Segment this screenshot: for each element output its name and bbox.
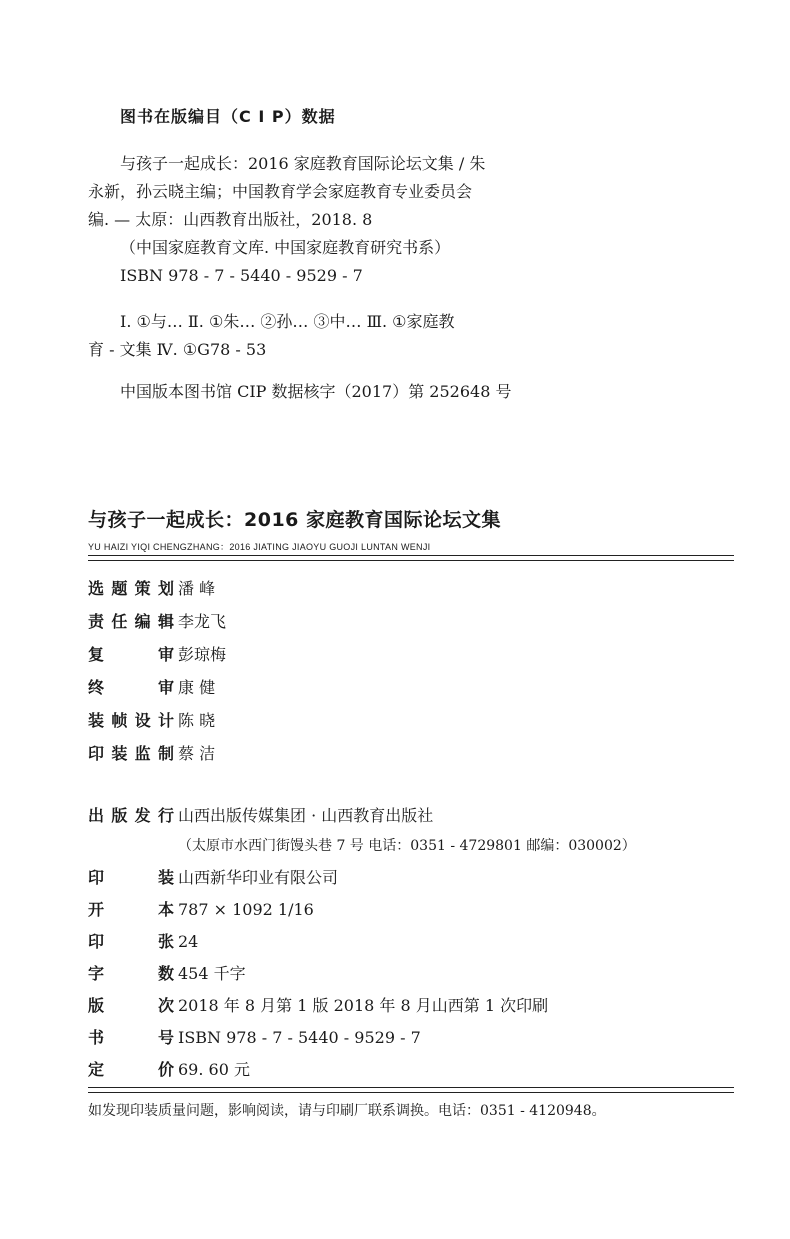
book-pinyin-title: YU HAIZI YIQI CHENGZHANG：2016 JIATING JIAOYU GUOJI LUNTAN WENJI bbox=[88, 542, 431, 552]
cip-subject-line: Ⅰ. ①与… Ⅱ. ①朱… ②孙… ③中… Ⅲ. ①家庭教 bbox=[120, 312, 455, 331]
detail-value: 787 × 1092 1/16 bbox=[178, 900, 314, 919]
detail-row bbox=[88, 1025, 636, 1057]
detail-label: 开 本 bbox=[88, 900, 174, 919]
detail-label: 印 张 bbox=[88, 932, 174, 951]
publisher-label: 出 版 发 行 bbox=[88, 806, 174, 825]
publisher-value: 山西出版传媒集团 · 山西教育出版社 bbox=[178, 806, 434, 825]
detail-label: 书 号 bbox=[88, 1028, 174, 1047]
cip-line: 与孩子一起成长：2016 家庭教育国际论坛文集 / 朱 bbox=[120, 154, 486, 173]
detail-row bbox=[88, 961, 636, 993]
detail-row bbox=[88, 865, 636, 897]
staff-label: 装 帧 设 计 bbox=[88, 711, 174, 730]
staff-value: 潘 峰 bbox=[178, 579, 216, 598]
detail-row bbox=[88, 993, 636, 1025]
cip-subject-line: 育 - 文集 Ⅳ. ①G78 - 53 bbox=[88, 340, 267, 359]
cip-line: 编. — 太原：山西教育出版社，2018. 8 bbox=[88, 210, 373, 229]
detail-label: 印 装 bbox=[88, 868, 174, 887]
detail-row bbox=[88, 1057, 636, 1089]
staff-row bbox=[88, 642, 226, 675]
staff-value: 康 健 bbox=[178, 678, 216, 697]
detail-value: 454 千字 bbox=[178, 964, 246, 983]
publisher-row bbox=[88, 803, 636, 835]
staff-value: 彭琼梅 bbox=[178, 645, 227, 664]
staff-label: 终 审 bbox=[88, 678, 174, 697]
staff-label: 选 题 策 划 bbox=[88, 579, 174, 598]
staff-value: 陈 晓 bbox=[178, 711, 216, 730]
cip-line: 永新，孙云晓主编；中国教育学会家庭教育专业委员会 bbox=[88, 182, 473, 201]
cip-isbn-line: ISBN 978 - 7 - 5440 - 9529 - 7 bbox=[120, 266, 363, 285]
detail-label: 定 价 bbox=[88, 1060, 174, 1079]
publisher-address: （太原市水西门街馒头巷 7 号 电话：0351 - 4729801 邮编：030002） bbox=[178, 838, 636, 854]
publication-details bbox=[88, 803, 636, 1089]
cip-library-note: 中国版本图书馆 CIP 数据核字（2017）第 252648 号 bbox=[120, 382, 512, 401]
staff-row bbox=[88, 741, 226, 774]
detail-value: 24 bbox=[178, 932, 199, 951]
detail-value: ISBN 978 - 7 - 5440 - 9529 - 7 bbox=[178, 1028, 421, 1047]
detail-label: 字 数 bbox=[88, 964, 174, 983]
detail-value: 2018 年 8 月第 1 版 2018 年 8 月山西第 1 次印刷 bbox=[178, 996, 549, 1015]
detail-row bbox=[88, 897, 636, 929]
staff-row bbox=[88, 675, 226, 708]
detail-row bbox=[88, 929, 636, 961]
cip-line: （中国家庭教育文库. 中国家庭教育研究书系） bbox=[120, 238, 451, 257]
staff-row bbox=[88, 576, 226, 609]
detail-value: 山西新华印业有限公司 bbox=[178, 868, 339, 887]
staff-label: 复 审 bbox=[88, 645, 174, 664]
quality-notice: 如发现印装质量问题，影响阅读，请与印刷厂联系调换。电话：0351 - 4120948。 bbox=[88, 1103, 606, 1119]
divider bbox=[88, 555, 734, 561]
staff-label: 印 装 监 制 bbox=[88, 744, 174, 763]
staff-label: 责 任 编 辑 bbox=[88, 612, 174, 631]
cip-record bbox=[88, 150, 648, 406]
detail-label: 版 次 bbox=[88, 996, 174, 1015]
staff-row bbox=[88, 609, 226, 642]
cip-heading: 图书在版编目（C I P）数据 bbox=[120, 107, 336, 126]
book-title: 与孩子一起成长：2016 家庭教育国际论坛文集 bbox=[88, 509, 501, 531]
detail-value: 69. 60 元 bbox=[178, 1060, 250, 1079]
staff-row bbox=[88, 708, 226, 741]
divider bbox=[88, 1087, 734, 1093]
staff-value: 李龙飞 bbox=[178, 612, 227, 631]
staff-value: 蔡 洁 bbox=[178, 744, 216, 763]
staff-credits bbox=[88, 576, 226, 774]
